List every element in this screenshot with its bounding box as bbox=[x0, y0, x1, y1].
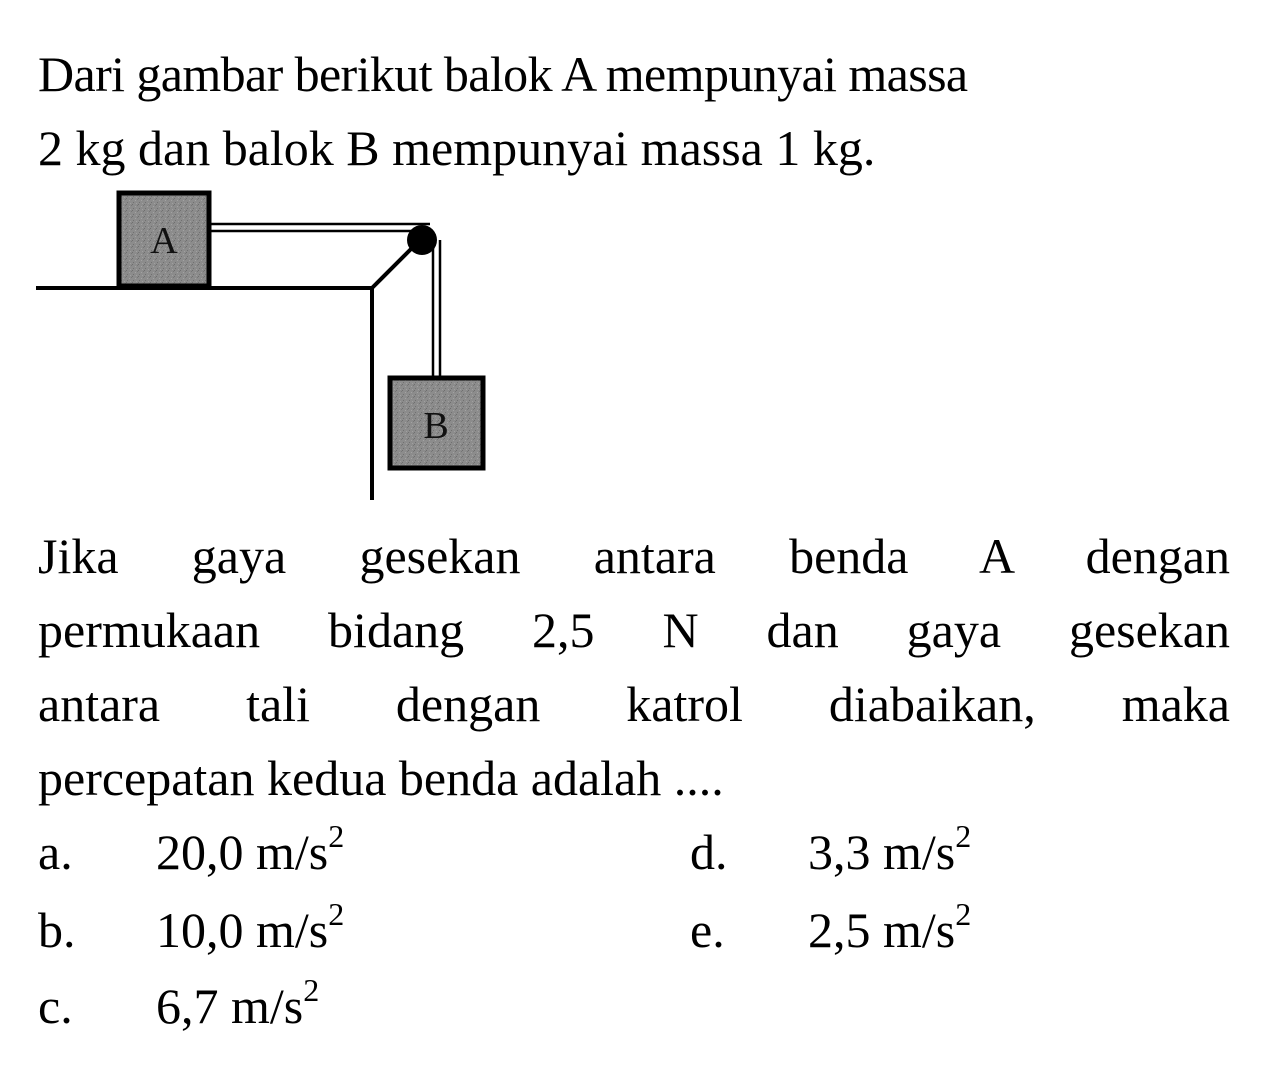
option-e-value: 2,5 m/s bbox=[808, 902, 956, 958]
question-text-line-1: Jika gaya gesekan antara benda A dengan bbox=[38, 528, 1230, 584]
question-text-line-3: antara tali dengan katrol diabaikan, maka bbox=[38, 676, 1230, 732]
option-d-letter: d. bbox=[690, 824, 728, 880]
option-e-letter: e. bbox=[690, 902, 725, 958]
pulley-wheel bbox=[407, 225, 437, 255]
option-c-value: 6,7 m/s bbox=[156, 978, 304, 1034]
option-e-exponent: 2 bbox=[955, 896, 972, 933]
intro-text-line-2: 2 kg dan balok B mempunyai massa 1 kg. bbox=[38, 120, 876, 176]
option-b-value: 10,0 m/s bbox=[156, 902, 329, 958]
option-c-exponent: 2 bbox=[303, 972, 320, 1009]
option-a-exponent: 2 bbox=[328, 818, 345, 855]
block-b-label: B bbox=[423, 405, 449, 447]
option-a-value: 20,0 m/s bbox=[156, 824, 329, 880]
option-d-exponent: 2 bbox=[955, 818, 972, 855]
option-d-value: 3,3 m/s bbox=[808, 824, 956, 880]
block-a-label: A bbox=[150, 220, 178, 262]
intro-text-line-1: Dari gambar berikut balok A mempunyai massa bbox=[38, 46, 968, 102]
option-a-letter: a. bbox=[38, 824, 73, 880]
option-b-exponent: 2 bbox=[328, 896, 345, 933]
question-text-line-4: percepatan kedua benda adalah .... bbox=[38, 750, 724, 806]
option-b-letter: b. bbox=[38, 902, 76, 958]
option-c-letter: c. bbox=[38, 978, 73, 1034]
pulley-diagram bbox=[0, 0, 1273, 520]
question-text-line-2: permukaan bidang 2,5 N dan gaya gesekan bbox=[38, 602, 1230, 658]
